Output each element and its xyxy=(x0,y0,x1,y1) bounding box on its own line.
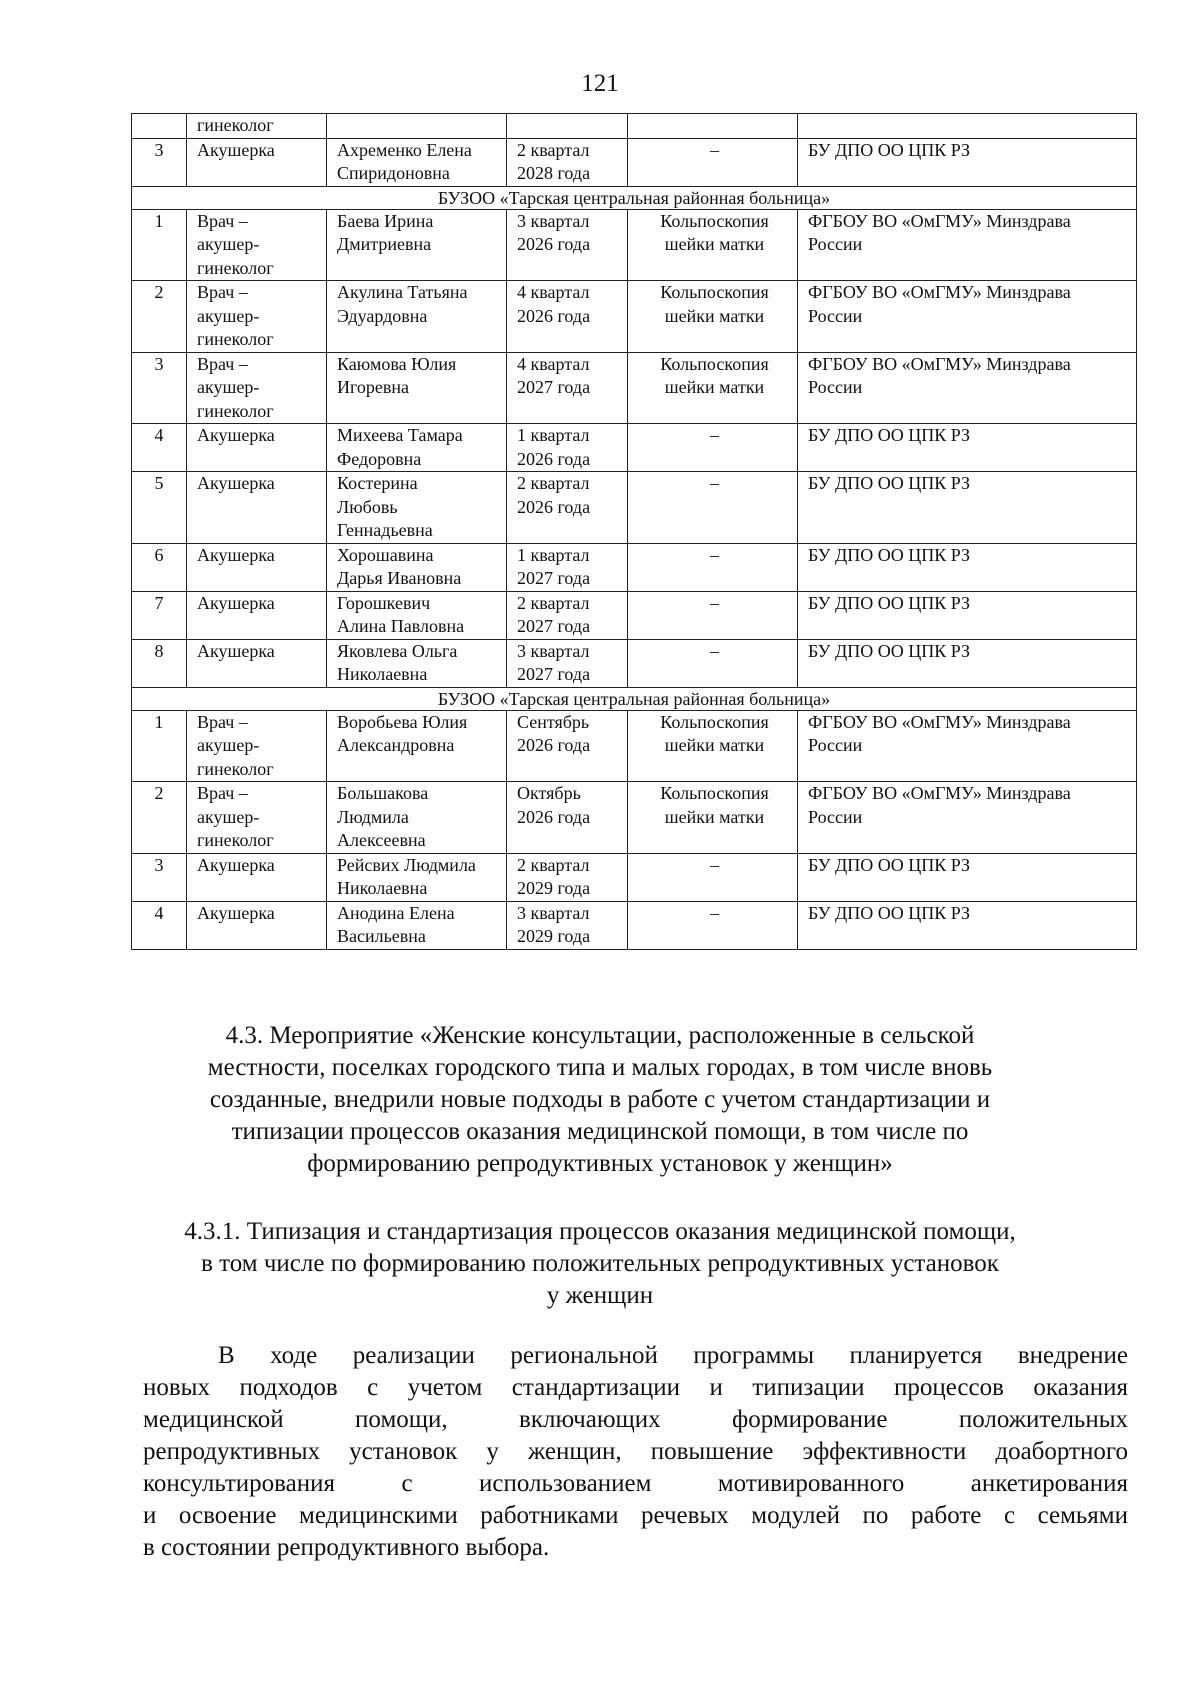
employee-name-cell: Акулина Татьяна Эдуардовна xyxy=(327,281,507,353)
row-number-cell: 3 xyxy=(132,138,187,186)
institution-cell: БУ ДПО ОО ЦПК РЗ xyxy=(798,472,1137,544)
training-period-cell xyxy=(507,114,628,139)
position-cell: Акушерка xyxy=(187,543,327,591)
course-cell: – xyxy=(628,901,798,949)
table-row xyxy=(132,209,1137,281)
table-row xyxy=(132,543,1137,591)
training-period-cell: 1 квартал 2027 года xyxy=(507,543,628,591)
employee-name-cell: Ахременко Елена Спиридоновна xyxy=(327,138,507,186)
course-cell: – xyxy=(628,472,798,544)
employee-name-cell: Хорошавина Дарья Ивановна xyxy=(327,543,507,591)
course-cell: Кольпоскопия шейки матки xyxy=(628,352,798,424)
paragraph-line: в состоянии репродуктивного выбора. xyxy=(143,1534,550,1561)
paragraph-line: медицинской помощи, включающих формирование положительных xyxy=(143,1406,1128,1433)
staff-training-table xyxy=(131,113,1137,950)
row-number-cell: 3 xyxy=(132,853,187,901)
position-cell: Врач – акушер- гинеколог xyxy=(187,782,327,854)
institution-cell: ФГБОУ ВО «ОмГМУ» Минздрава России xyxy=(798,209,1137,281)
row-number-cell: 3 xyxy=(132,352,187,424)
institution-cell: БУ ДПО ОО ЦПК РЗ xyxy=(798,853,1137,901)
training-period-cell: 2 квартал 2028 года xyxy=(507,138,628,186)
table-row xyxy=(132,901,1137,949)
course-cell: – xyxy=(628,424,798,472)
organization-name: БУЗОО «Тарская центральная районная больница» xyxy=(132,687,1137,710)
table-row xyxy=(132,591,1137,639)
paragraph-line: репродуктивных установок у женщин, повышение эффективности доабортного xyxy=(143,1438,1128,1465)
table-row xyxy=(132,352,1137,424)
institution-cell: БУ ДПО ОО ЦПК РЗ xyxy=(798,591,1137,639)
row-number-cell: 2 xyxy=(132,782,187,854)
training-period-cell: 2 квартал 2027 года xyxy=(507,591,628,639)
employee-name-cell xyxy=(327,114,507,139)
employee-name-cell: Большакова Людмила Алексеевна xyxy=(327,782,507,854)
course-cell: – xyxy=(628,543,798,591)
course-cell: – xyxy=(628,853,798,901)
institution-cell: БУ ДПО ОО ЦПК РЗ xyxy=(798,424,1137,472)
training-period-cell: 3 квартал 2026 года xyxy=(507,209,628,281)
training-period-cell: 4 квартал 2027 года xyxy=(507,352,628,424)
table-row xyxy=(132,114,1137,139)
institution-cell: БУ ДПО ОО ЦПК РЗ xyxy=(798,901,1137,949)
position-cell: Акушерка xyxy=(187,424,327,472)
course-cell: Кольпоскопия шейки матки xyxy=(628,710,798,782)
row-number-cell xyxy=(132,114,187,139)
row-number-cell: 8 xyxy=(132,639,187,687)
institution-cell: ФГБОУ ВО «ОмГМУ» Минздрава России xyxy=(798,710,1137,782)
body-paragraph xyxy=(143,1340,1128,1564)
employee-name-cell: Баева Ирина Дмитриевна xyxy=(327,209,507,281)
row-number-cell: 7 xyxy=(132,591,187,639)
training-period-cell: 2 квартал 2029 года xyxy=(507,853,628,901)
course-cell: Кольпоскопия шейки матки xyxy=(628,782,798,854)
institution-cell: ФГБОУ ВО «ОмГМУ» Минздрава России xyxy=(798,281,1137,353)
training-period-cell: 4 квартал 2026 года xyxy=(507,281,628,353)
table-row xyxy=(132,424,1137,472)
course-cell: Кольпоскопия шейки матки xyxy=(628,209,798,281)
row-number-cell: 1 xyxy=(132,710,187,782)
paragraph-line: В ходе реализации региональной программы планируется внедрение xyxy=(218,1342,1128,1369)
section-heading-4-3-1 xyxy=(100,1216,1100,1312)
heading-line: в том числе по формированию положительных репродуктивных установок xyxy=(201,1250,999,1277)
paragraph-line: консультирования с использованием мотивированного анкетирования xyxy=(143,1470,1128,1497)
section-heading-4-3 xyxy=(100,1020,1100,1180)
course-cell: – xyxy=(628,138,798,186)
position-cell: Акушерка xyxy=(187,639,327,687)
table-row xyxy=(132,281,1137,353)
employee-name-cell: Костерина Любовь Геннадьевна xyxy=(327,472,507,544)
course-cell xyxy=(628,114,798,139)
table-row xyxy=(132,853,1137,901)
institution-cell: ФГБОУ ВО «ОмГМУ» Минздрава России xyxy=(798,782,1137,854)
training-period-cell: 2 квартал 2026 года xyxy=(507,472,628,544)
table-row xyxy=(132,782,1137,854)
course-cell: – xyxy=(628,591,798,639)
heading-line: 4.3. Мероприятие «Женские консультации, расположенные в сельской xyxy=(225,1022,975,1049)
organization-header-row xyxy=(132,186,1137,209)
training-period-cell: Сентябрь 2026 года xyxy=(507,710,628,782)
institution-cell xyxy=(798,114,1137,139)
position-cell: Врач – акушер- гинеколог xyxy=(187,710,327,782)
position-cell: Акушерка xyxy=(187,901,327,949)
row-number-cell: 1 xyxy=(132,209,187,281)
employee-name-cell: Михеева Тамара Федоровна xyxy=(327,424,507,472)
paragraph-line: новых подходов с учетом стандартизации и типизации процессов оказания xyxy=(143,1374,1128,1401)
course-cell: – xyxy=(628,639,798,687)
organization-header-row xyxy=(132,687,1137,710)
position-cell: гинеколог xyxy=(187,114,327,139)
table-row xyxy=(132,710,1137,782)
position-cell: Акушерка xyxy=(187,853,327,901)
heading-line: формированию репродуктивных установок у женщин» xyxy=(307,1150,893,1177)
position-cell: Врач – акушер- гинеколог xyxy=(187,281,327,353)
institution-cell: БУ ДПО ОО ЦПК РЗ xyxy=(798,639,1137,687)
table-row xyxy=(132,472,1137,544)
staff-table-body xyxy=(132,114,1137,950)
training-period-cell: 3 квартал 2029 года xyxy=(507,901,628,949)
employee-name-cell: Горошкевич Алина Павловна xyxy=(327,591,507,639)
heading-line: местности, поселках городского типа и малых городах, в том числе вновь xyxy=(207,1054,993,1081)
page-number: 121 xyxy=(581,70,619,97)
row-number-cell: 2 xyxy=(132,281,187,353)
institution-cell: ФГБОУ ВО «ОмГМУ» Минздрава России xyxy=(798,352,1137,424)
heading-line: созданные, внедрили новые подходы в работе с учетом стандартизации и xyxy=(209,1086,991,1113)
heading-line: типизации процессов оказания медицинской помощи, в том числе по xyxy=(231,1118,969,1145)
position-cell: Акушерка xyxy=(187,138,327,186)
paragraph-line: и освоение медицинскими работниками речевых модулей по работе с семьями xyxy=(143,1502,1128,1529)
employee-name-cell: Каюмова Юлия Игоревна xyxy=(327,352,507,424)
table-row xyxy=(132,138,1137,186)
row-number-cell: 5 xyxy=(132,472,187,544)
position-cell: Акушерка xyxy=(187,591,327,639)
row-number-cell: 4 xyxy=(132,901,187,949)
table-row xyxy=(132,639,1137,687)
institution-cell: БУ ДПО ОО ЦПК РЗ xyxy=(798,138,1137,186)
institution-cell: БУ ДПО ОО ЦПК РЗ xyxy=(798,543,1137,591)
employee-name-cell: Анодина Елена Васильевна xyxy=(327,901,507,949)
training-period-cell: 1 квартал 2026 года xyxy=(507,424,628,472)
position-cell: Акушерка xyxy=(187,472,327,544)
employee-name-cell: Воробьева Юлия Александровна xyxy=(327,710,507,782)
heading-line: у женщин xyxy=(546,1282,654,1309)
training-period-cell: Октябрь 2026 года xyxy=(507,782,628,854)
row-number-cell: 6 xyxy=(132,543,187,591)
position-cell: Врач – акушер- гинеколог xyxy=(187,352,327,424)
employee-name-cell: Яковлева Ольга Николаевна xyxy=(327,639,507,687)
heading-line: 4.3.1. Типизация и стандартизация процессов оказания медицинской помощи, xyxy=(184,1218,1016,1245)
employee-name-cell: Рейсвих Людмила Николаевна xyxy=(327,853,507,901)
training-period-cell: 3 квартал 2027 года xyxy=(507,639,628,687)
organization-name: БУЗОО «Тарская центральная районная больница» xyxy=(132,186,1137,209)
position-cell: Врач – акушер- гинеколог xyxy=(187,209,327,281)
course-cell: Кольпоскопия шейки матки xyxy=(628,281,798,353)
row-number-cell: 4 xyxy=(132,424,187,472)
